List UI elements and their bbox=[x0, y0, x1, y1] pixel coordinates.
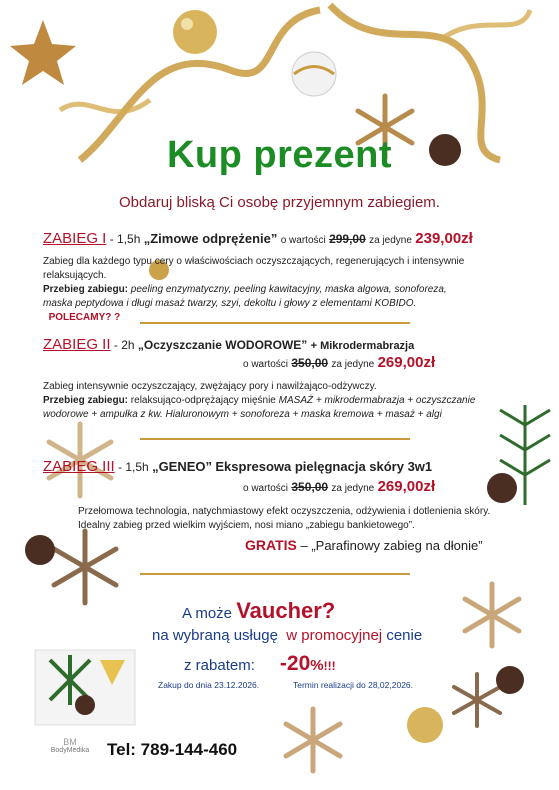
voucher-word: Vaucher? bbox=[236, 598, 336, 623]
treatment1-value-prefix: o wartości bbox=[280, 235, 326, 246]
treatment1-new-price: 239,00zł bbox=[415, 230, 473, 247]
voucher-line3-prefix: z rabatem: bbox=[184, 657, 255, 674]
logo-text: BodyMedika bbox=[50, 747, 90, 754]
treatment3-name: „GENEO” bbox=[152, 459, 213, 474]
treatment2-new-price: 269,00zł bbox=[377, 354, 436, 371]
treatment2-description bbox=[43, 380, 513, 422]
brand-logo bbox=[40, 737, 100, 754]
treatment1-course: peeling enzymatyczny, peeling kawitacyjny, maska algowa, sonoforeza, maska peptydowa i długi masaż twarzy, szyi, dekoltu i głowy z elementami KOBIDO. bbox=[43, 284, 447, 309]
pinecone-icon bbox=[20, 530, 60, 570]
treatment1-recommend-mark: ? ? bbox=[105, 312, 121, 323]
treatment1-desc-text: Zabieg dla każdego typu cery o właściwościach oczyszczających, regenerujących i intensywnie relaksujących. bbox=[43, 256, 465, 281]
voucher-exclaim: !!! bbox=[323, 659, 336, 673]
treatment1-old-price: 299,00 bbox=[329, 232, 366, 246]
ornament-ball-icon bbox=[284, 44, 344, 104]
treatment2-course-plain: relaksująco-odprężający mięśnie bbox=[130, 395, 276, 406]
voucher-line1 bbox=[182, 598, 335, 624]
purchase-deadline: Zakup do dnia 23.12.2026. bbox=[158, 680, 260, 690]
treatment3-old-price: 350,00 bbox=[291, 480, 329, 494]
treatment3-only: za jedyne bbox=[331, 483, 375, 494]
treatment1-name: „Zimowe odprężenie” bbox=[143, 231, 278, 246]
treatment3-description bbox=[78, 505, 498, 533]
treatment1-duration: - 1,5h bbox=[109, 232, 141, 246]
voucher-line2 bbox=[152, 627, 422, 644]
treatment3-duration: - 1,5h bbox=[118, 460, 149, 474]
treatment2-label: ZABIEG II bbox=[43, 336, 111, 353]
treatment1-recommend: POLECAMY bbox=[48, 312, 106, 323]
divider bbox=[140, 573, 410, 575]
treatment3-header bbox=[43, 458, 432, 475]
divider bbox=[140, 438, 410, 440]
treatment2-name: „Oczyszczanie WODOROWE” bbox=[137, 338, 308, 352]
treatment2-course-label: Przebieg zabiegu: bbox=[43, 395, 129, 406]
treatment3-desc2: Idealny zabieg przed wielkim wyjściem, nosi miano „zabiegu bankietowego”. bbox=[78, 520, 415, 531]
gratis-line bbox=[245, 537, 483, 553]
voucher-line2-red: w promocyjnej bbox=[286, 627, 383, 644]
voucher-discount: -20 bbox=[279, 652, 311, 675]
treatment1-description bbox=[43, 255, 473, 325]
gratis-label: GRATIS bbox=[245, 537, 297, 553]
treatment2-desc-text: Zabieg intensywnie oczyszczający, zwężający pory i nawilżająco-odżywczy. bbox=[43, 381, 377, 392]
treatment2-duration: - 2h bbox=[113, 338, 135, 352]
subtitle: Obdaruj bliską Ci osobę przyjemnym zabiegiem. bbox=[119, 194, 440, 211]
treatment2-price-line bbox=[243, 354, 435, 371]
treatment2-old-price: 350,00 bbox=[291, 356, 329, 370]
phone-number: Tel: 789-144-460 bbox=[107, 740, 238, 759]
treatment1-label: ZABIEG I bbox=[43, 230, 107, 247]
treatment1-only: za jedyne bbox=[369, 235, 412, 246]
star-icon bbox=[8, 18, 78, 88]
treatment3-value-prefix: o wartości bbox=[243, 483, 289, 494]
snowflake-icon bbox=[278, 705, 348, 775]
treatment1-header bbox=[43, 230, 473, 247]
logo-mark: BM bbox=[63, 737, 77, 747]
treatment3-desc1: Przełomowa technologia, natychmiastowy efekt oczyszczenia, odżywienia i dotlenienia skóry. bbox=[78, 506, 491, 517]
treatment3-price-line bbox=[243, 478, 435, 495]
treatment2-name-extra: + Mikrodermabrazja bbox=[310, 340, 415, 352]
realization-deadline: Termin realizacji do 28,02,2026. bbox=[293, 680, 414, 690]
divider bbox=[140, 322, 410, 324]
ornament-ball-icon bbox=[165, 2, 225, 62]
treatment2-only: za jedyne bbox=[331, 359, 375, 370]
gratis-text: – „Parafinowy zabieg na dłonie” bbox=[300, 538, 483, 553]
voucher-prefix: A może bbox=[182, 605, 233, 622]
voucher-percent-sign: % bbox=[310, 657, 324, 674]
treatment2-header bbox=[43, 336, 414, 353]
treatment3-new-price: 269,00zł bbox=[377, 478, 436, 495]
snowflake-icon bbox=[457, 580, 527, 650]
voucher-line3 bbox=[184, 652, 336, 676]
ornament-ball-icon bbox=[400, 700, 450, 750]
pinecone-icon bbox=[490, 660, 530, 700]
voucher-line2-prefix: na wybraną usługę bbox=[152, 627, 278, 644]
treatment2-course: MASAŻ + mikrodermabrazja + oczyszczanie wodorowe + ampułka z kw. Hialuronowym + sonoforeza + maska kremowa + masaż + algi bbox=[43, 395, 476, 420]
voucher-line2-suffix: cenie bbox=[386, 627, 423, 644]
page-title: Kup prezent bbox=[166, 134, 393, 176]
treatment3-label: ZABIEG III bbox=[43, 458, 115, 475]
treatment2-value-prefix: o wartości bbox=[243, 359, 289, 370]
treatment3-name-extra: Ekspresowa pielęgnacja skóry 3w1 bbox=[215, 459, 433, 474]
treatment1-course-label: Przebieg zabiegu: bbox=[43, 284, 129, 295]
gift-box-icon bbox=[30, 640, 140, 730]
